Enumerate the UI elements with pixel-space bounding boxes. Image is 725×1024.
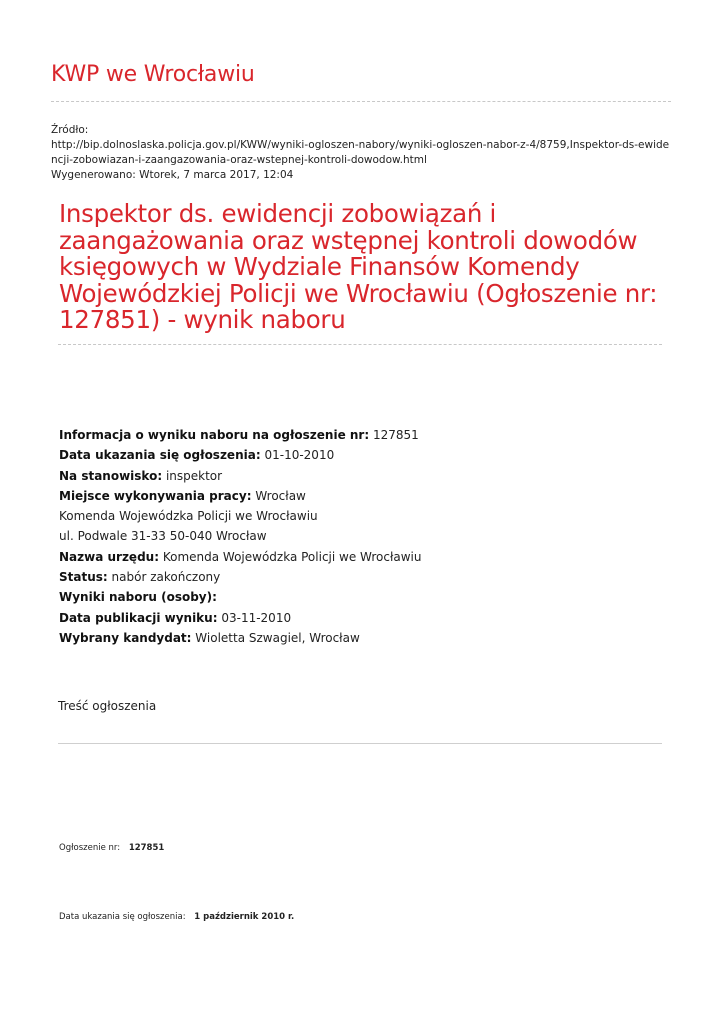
info-row-stanowisko — [59, 466, 659, 486]
info-row-wyniki — [59, 587, 659, 607]
info-row-publikacja — [59, 608, 659, 628]
info-value: 127851 — [372, 428, 419, 442]
info-row-miejsce — [59, 486, 659, 506]
announcement-number — [59, 843, 164, 853]
info-value: Wioletta Szwagiel, Wrocław — [195, 630, 360, 645]
content-divider — [58, 743, 662, 744]
info-row-miejsce-line3: ul. Podwale 31-33 50-040 Wrocław — [59, 529, 267, 544]
announcement-number-value: 127851 — [128, 843, 165, 853]
info-value: nabór zakończony — [111, 570, 221, 585]
title-divider — [58, 344, 662, 345]
info-label: Wybrany kandydat: — [59, 630, 192, 645]
info-label: Informacja o wyniku naboru na ogłoszenie nr: — [59, 428, 370, 442]
announcement-date-label: Data ukazania się ogłoszenia: — [59, 912, 186, 922]
info-value: 03-11-2010 — [221, 610, 292, 625]
recruitment-info — [59, 425, 659, 648]
header-divider — [51, 101, 671, 102]
content-heading: Treść ogłoszenia — [58, 699, 157, 713]
info-value: Komenda Wojewódzka Policji we Wrocławiu — [162, 549, 422, 564]
info-label: Nazwa urzędu: — [59, 549, 160, 564]
generated-timestamp: Wygenerowano: Wtorek, 7 marca 2017, 12:04 — [51, 169, 294, 181]
source-label: Źródło: — [51, 124, 89, 136]
info-label: Wyniki naboru (osoby): — [59, 590, 217, 605]
announcement-date — [59, 912, 294, 922]
info-value: Wrocław — [255, 488, 306, 503]
info-row-ogloszenie — [59, 425, 659, 445]
source-block — [51, 123, 673, 183]
info-row-status — [59, 567, 659, 587]
site-title: KWP we Wrocławiu — [51, 62, 255, 87]
info-row-miejsce-line2: Komenda Wojewódzka Policji we Wrocławiu — [59, 509, 318, 524]
info-label: Na stanowisko: — [59, 468, 163, 483]
info-value: 01-10-2010 — [264, 448, 335, 463]
announcement-number-label: Ogłoszenie nr: — [59, 843, 121, 853]
announcement-date-value: 1 październik 2010 r. — [194, 912, 295, 922]
info-row-urzad — [59, 547, 659, 567]
info-row-kandydat — [59, 628, 659, 648]
info-label: Data publikacji wyniku: — [59, 610, 218, 625]
info-label: Data ukazania się ogłoszenia: — [59, 448, 261, 463]
info-value: inspektor — [165, 468, 223, 483]
page-title: Inspektor ds. ewidencji zobowiązań i zaangażowania oraz wstępnej kontroli dowodów księgowych w Wydziale Finansów Komendy Wojewódzkiej Policji we Wrocławiu (Ogłoszenie nr: 127851) - wynik naboru — [59, 199, 658, 334]
info-row-data-ukazania — [59, 445, 659, 465]
info-label: Status: — [59, 570, 108, 585]
info-label: Miejsce wykonywania pracy: — [59, 488, 252, 503]
source-url[interactable]: http://bip.dolnoslaska.policja.gov.pl/KWW/wyniki-ogloszen-nabory/wyniki-ogloszen-nabor-z-4/8759,Inspektor-ds-ewidencji-zobowiazan-i-zaangazowania-oraz-wstepnej-kontroli-dowodow.html — [51, 139, 670, 166]
